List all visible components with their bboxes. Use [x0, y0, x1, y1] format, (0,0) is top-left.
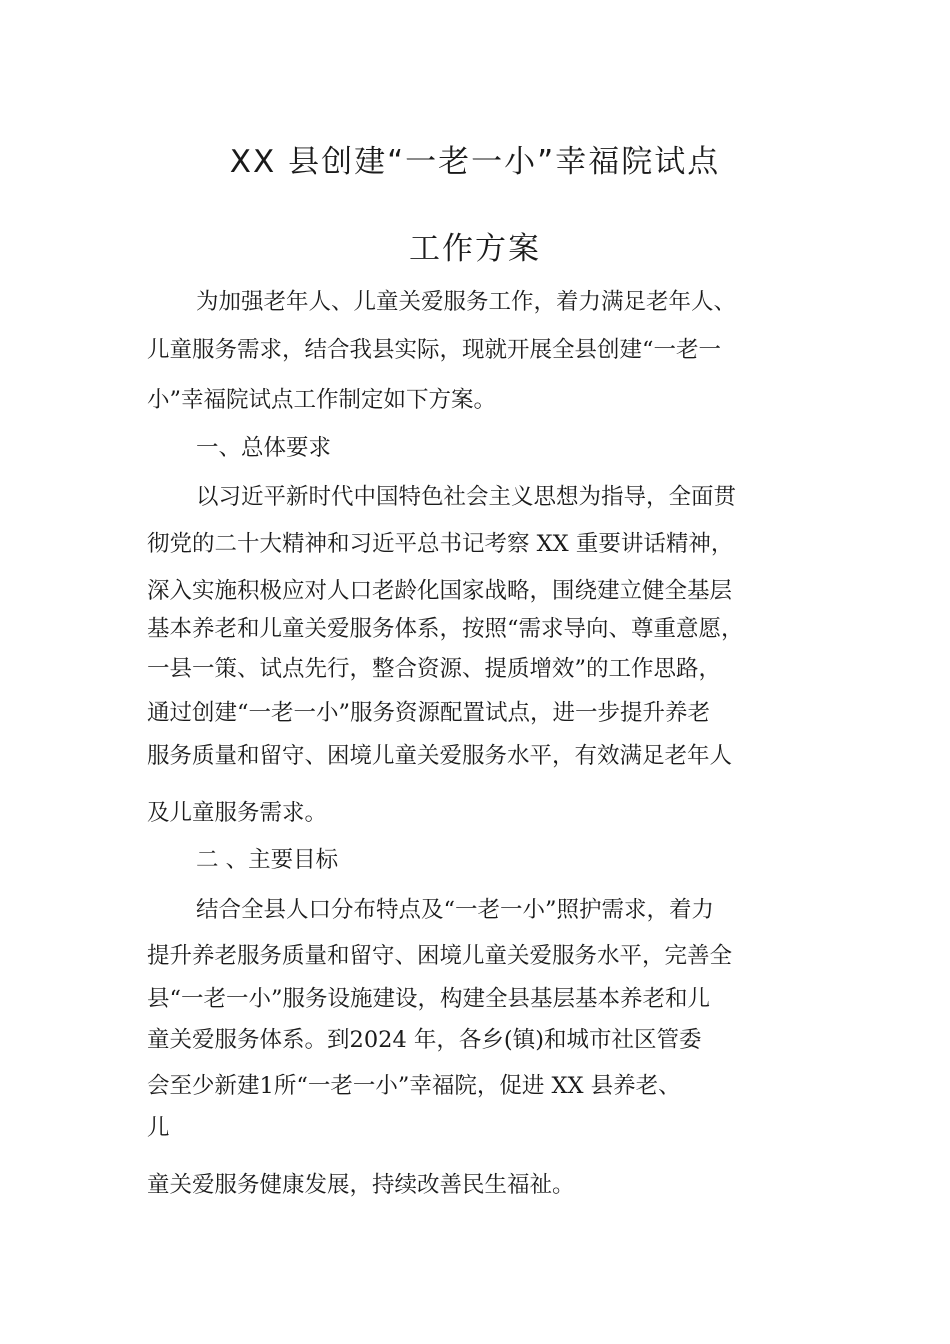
- body-line: 一县一策、试点先行，整合资源、提质增效”的工作思路，: [147, 656, 722, 682]
- body-line: 深入实施积极应对人口老龄化国家战略，围绕建立健全基层: [147, 578, 733, 604]
- body-line: 县“一老一小”服务设施建设，构建全县基层基本养老和儿: [147, 986, 711, 1012]
- intro-line: 小”幸福院试点工作制定如下方案。: [147, 387, 497, 413]
- body-line: 以习近平新时代中国特色社会主义思想为指导，全面贯: [196, 484, 737, 510]
- section-heading: 二 、主要目标: [196, 847, 339, 873]
- section-heading: 一、总体要求: [196, 435, 332, 461]
- body-line: 基本养老和儿童关爱服务体系，按照“需求导向、尊重意愿，: [147, 616, 744, 642]
- body-line: 提升养老服务质量和留守、困境儿童关爱服务水平，完善全: [147, 943, 733, 969]
- body-line: 彻党的二十大精神和习近平总书记考察 XX 重要讲话精神，: [147, 531, 734, 557]
- body-line: 童关爱服务体系。到2024 年，各乡(镇)和城市社区管委: [147, 1027, 702, 1053]
- document-title-line1: XX 县创建“一老一小”幸福院试点: [229, 144, 721, 180]
- body-line: 结合全县人口分布特点及“一老一小”照护需求，着力: [196, 897, 715, 923]
- body-line: 会至少新建1所“一老一小”幸福院，促进 XX 县养老、: [147, 1073, 681, 1099]
- body-line: 儿: [147, 1115, 170, 1141]
- body-line: 服务质量和留守、困境儿童关爱服务水平，有效满足老年人: [147, 743, 733, 769]
- body-line: 通过创建“一老一小”服务资源配置试点，进一步提升养老: [147, 700, 711, 726]
- intro-line: 为加强老年人、儿童关爱服务工作，着力满足老年人、: [196, 289, 737, 315]
- body-line: 及儿童服务需求。: [147, 800, 328, 826]
- intro-line: 儿童服务需求，结合我县实际，现就开展全县创建“一老一: [147, 337, 722, 363]
- document-title-line2: 工作方案: [409, 231, 541, 267]
- body-line: 童关爱服务健康发展，持续改善民生福祉。: [147, 1172, 575, 1198]
